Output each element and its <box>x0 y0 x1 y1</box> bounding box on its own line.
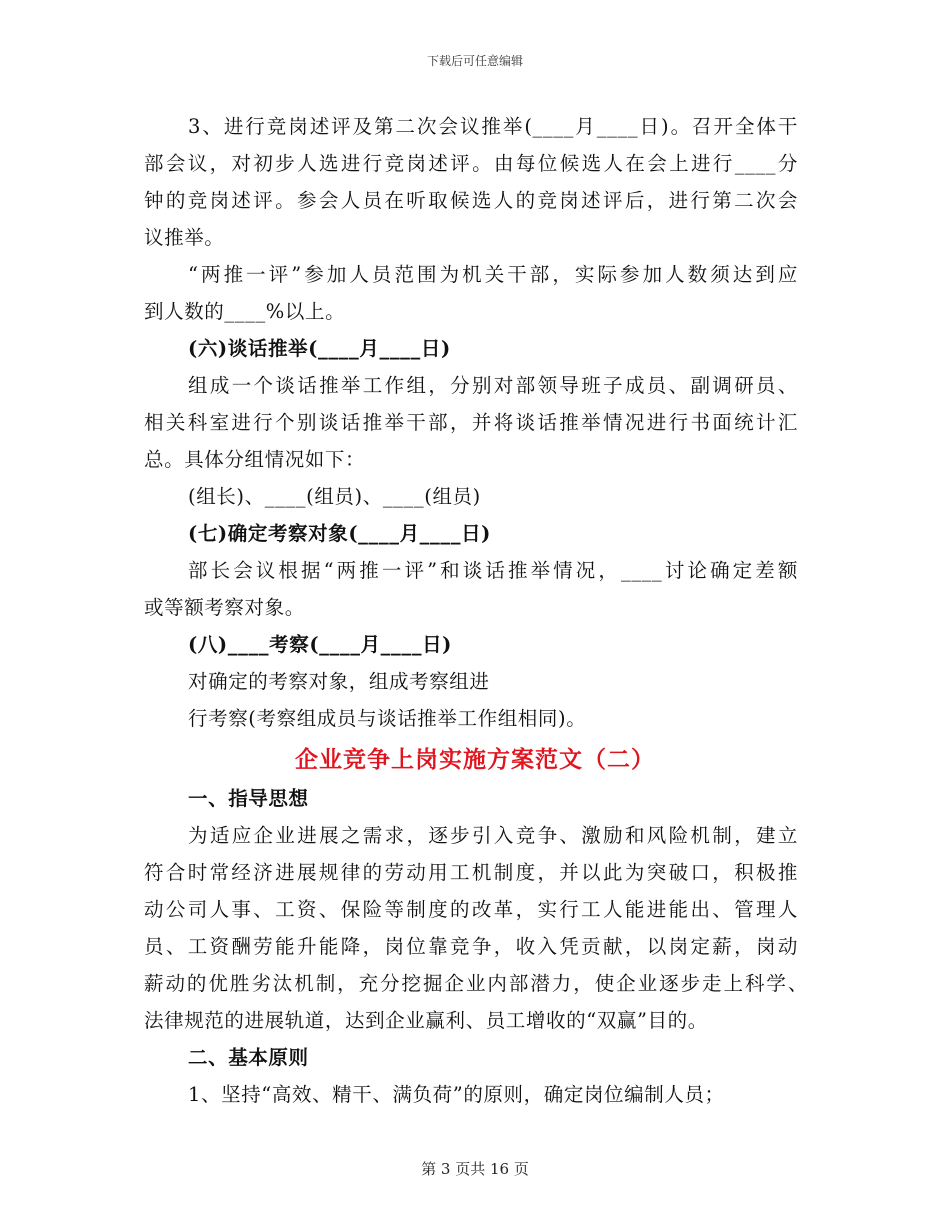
paragraph-line: 相关科室进行个别谈话推举干部，并将谈话推举情况进行书面统计汇 <box>144 411 798 434</box>
paragraph-line: 1、坚持“高效、精干、满负荷”的原则，确定岗位编制人员； <box>188 1083 725 1106</box>
paragraph-line: 组成一个谈话推举工作组，分别对部领导班子成员、副调研员、 <box>188 374 798 397</box>
paragraph-line: 为适应企业进展之需求，逐步引入竞争、激励和风险机制，建立 <box>188 824 798 847</box>
paragraph-line: 对确定的考察对象，组成考察组进 <box>188 670 490 693</box>
paragraph-line: 3、进行竞岗述评及第二次会议推举(____月____日)。召开全体干 <box>188 115 798 138</box>
paragraph-line: “两推一评”参加人员范围为机关干部，实际参加人数须达到应 <box>188 263 798 286</box>
paragraph-line: 钟的竞岗述评。参会人员在听取候选人的竞岗述评后，进行第二次会 <box>144 189 798 212</box>
section-heading: (八)____考察(____月____日) <box>188 633 453 656</box>
section-heading: (六)谈话推举(____月____日) <box>188 337 451 360</box>
paragraph-line: 总。具体分组情况如下： <box>144 448 366 471</box>
page-footer: 第 3 页共 16 页 <box>421 1160 529 1178</box>
paragraph-line: 符合时常经济进展规律的劳动用工机制度，并以此为突破口，积极推 <box>144 861 798 884</box>
paragraph-line: 部长会议根据“两推一评”和谈话推举情况，____讨论确定差额 <box>188 559 798 582</box>
section-heading: 二、基本原则 <box>188 1046 309 1069</box>
section-heading: (七)确定考察对象(____月____日) <box>188 522 492 545</box>
section-heading: 一、指导思想 <box>188 787 309 810</box>
paragraph-line: (组长)、____(组员)、____(组员) <box>188 485 481 508</box>
paragraph-line: 议推举。 <box>144 226 225 249</box>
paragraph-line: 行考察(考察组成员与谈话推举工作组相同)。 <box>188 707 587 730</box>
paragraph-line: 法律规范的进展轨道，达到企业赢利、员工增收的“双赢”目的。 <box>144 1009 708 1032</box>
paragraph-line: 薪动的优胜劣汰机制，充分挖掘企业内部潜力，使企业逐步走上科学、 <box>144 972 808 995</box>
document-title: 企业竞争上岗实施方案范文（二） <box>295 746 655 773</box>
paragraph-line: 动公司人事、工资、保险等制度的改革，实行工人能进能出、管理人 <box>144 898 798 921</box>
page-header: 下载后可任意编辑 <box>426 54 523 68</box>
paragraph-line: 部会议，对初步人选进行竞岗述评。由每位候选人在会上进行____分 <box>144 152 798 175</box>
paragraph-line: 或等额考察对象。 <box>144 596 305 619</box>
paragraph-line: 到人数的____%以上。 <box>144 300 346 323</box>
paragraph-line: 员、工资酬劳能升能降，岗位靠竞争，收入凭贡献，以岗定薪，岗动 <box>144 935 798 958</box>
